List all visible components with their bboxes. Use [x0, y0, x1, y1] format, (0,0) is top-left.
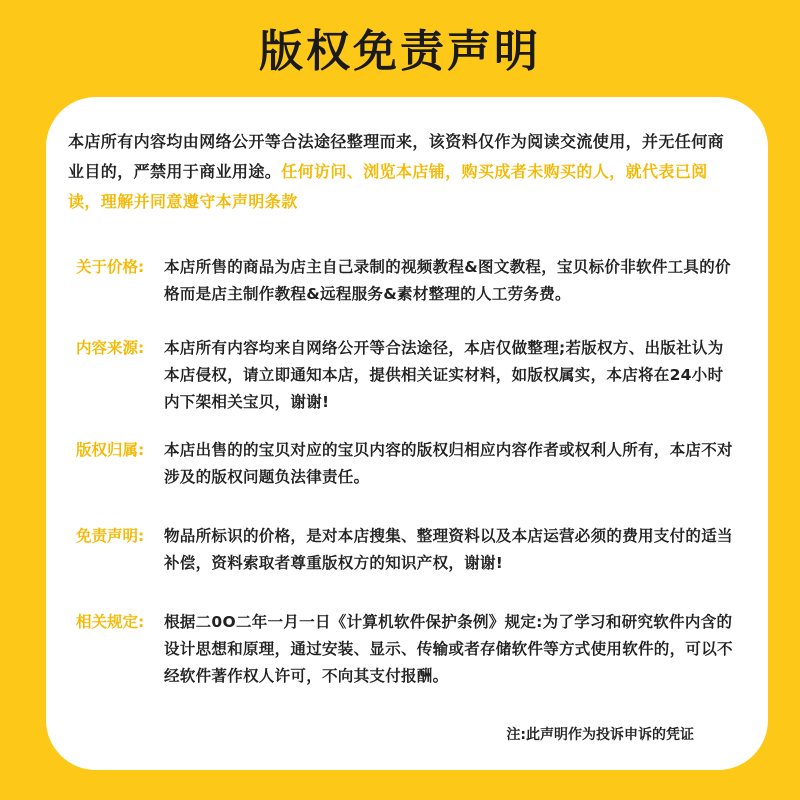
section-label: 关于价格: [76, 258, 145, 276]
section-label: 相关规定: [76, 613, 145, 631]
page-title: 版权免责声明 [259, 26, 541, 77]
section-text: 本店出售的的宝贝对应的宝贝内容的版权归相应内容作者或权利人所有，本店不对涉及的版权问题负法律责任。 [164, 441, 733, 486]
section-label: 内容来源: [76, 339, 145, 357]
intro-paragraph [68, 127, 732, 217]
section-text: 本店所售的商品为店主自己录制的视频教程&图文教程，宝贝标价非软件工具的价格而是店主制作教程&远程服务&素材整理的人工劳务费。 [164, 258, 731, 303]
section-text: 物品所标识的价格，是对本店搜集、整理资料以及本店运营必须的费用支付的适当补偿，资料索取者尊重版权方的知识产权，谢谢! [164, 527, 733, 572]
section-text: 本店所有内容均来自网络公开等合法途径，本店仅做整理;若版权方、出版社认为本店侵权，请立即通知本店，提供相关证实材料，如版权属实，本店将在24小时内下架相关宝贝，谢谢! [164, 339, 724, 411]
intro-text: 本店所有内容均由网络公开等合法途径整理而来，该资料仅作为阅读交流使用，并无任何商业目的，严禁用于商业用途。 [68, 132, 725, 181]
section-label: 版权归属: [76, 441, 145, 459]
section-label: 免责声明: [76, 527, 145, 545]
intro-highlight-text: 任何访问、浏览本店铺，购买成者未购买的人，就代表已阅读，理解并同意遵守本声明条款 [68, 162, 708, 211]
section-text: 根据二0O二年一月一日《计算机软件保护条例》规定:为了学习和研究软件内含的设计思想和原理，通过安装、显示、传输或者存储软件等方式使用软件的，可以不经软件著作权人许可，不向其支付报酬。 [164, 613, 733, 685]
footer-note: 注:此声明作为投诉申诉的凭证 [506, 727, 694, 743]
